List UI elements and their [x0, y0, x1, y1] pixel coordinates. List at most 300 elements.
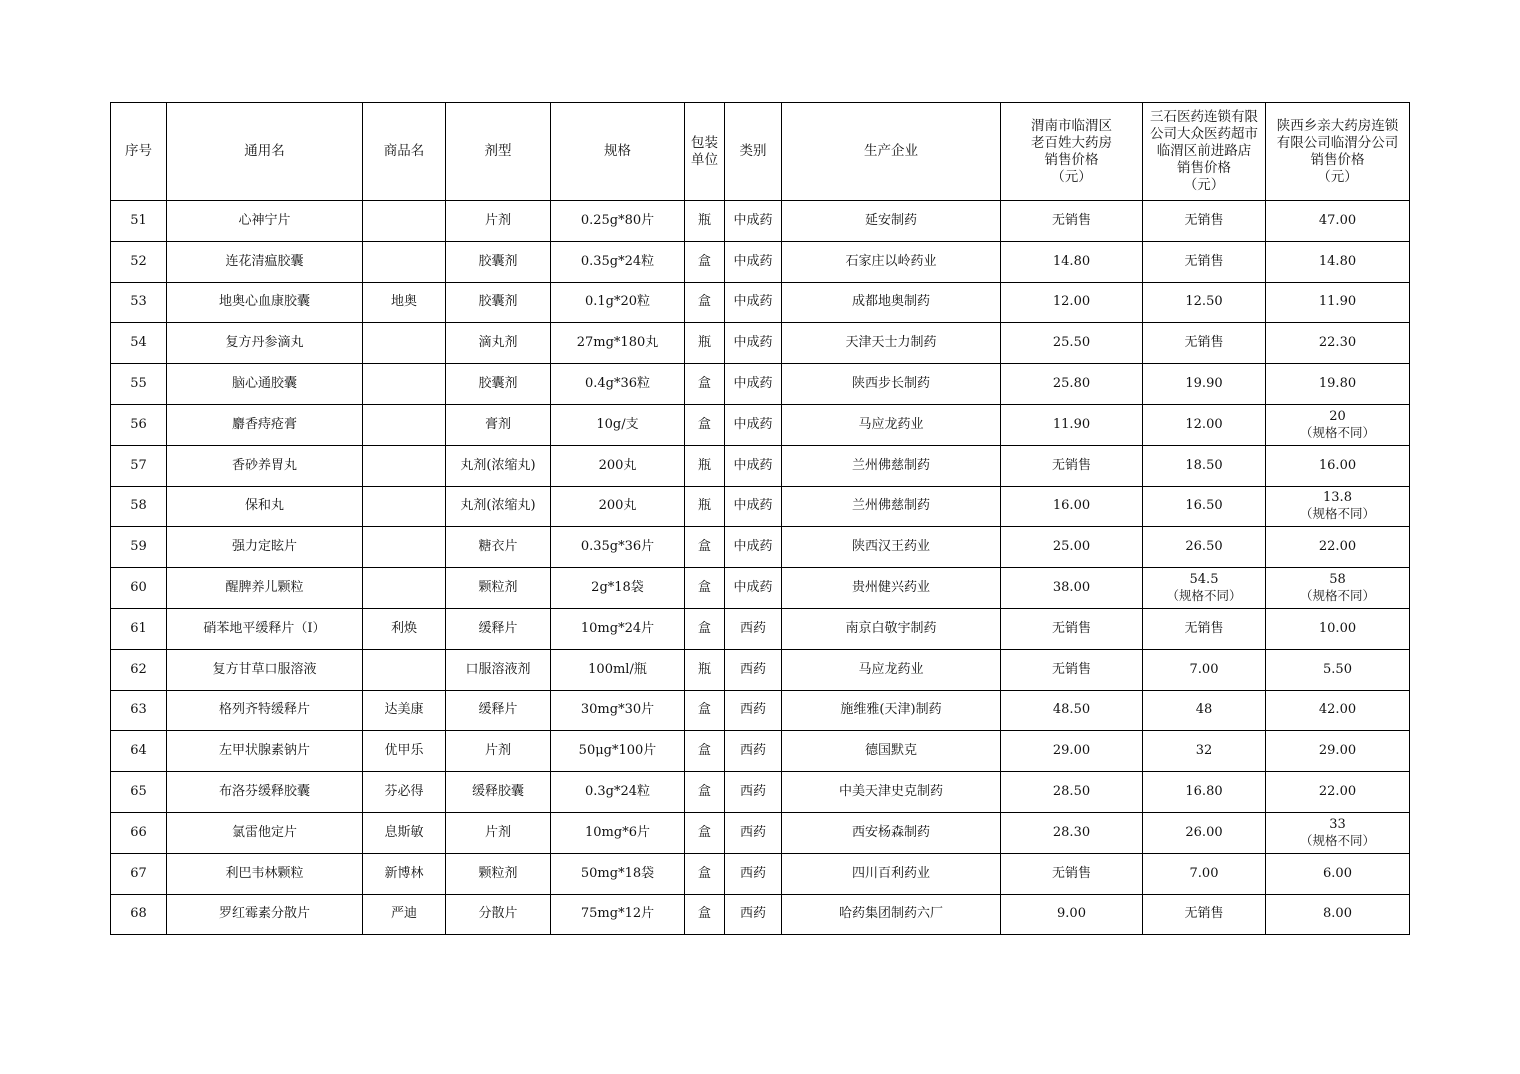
cell-value: 12.50 [1185, 294, 1223, 310]
cell-spec [551, 812, 685, 853]
cell-generic-name [167, 241, 363, 282]
cell-value: 中成药 [733, 580, 773, 596]
cell-category [725, 201, 782, 242]
cell-unit [685, 772, 725, 813]
cell-value: 10g/支 [596, 416, 639, 432]
cell-value: 复方甘草口服溶液 [212, 661, 317, 677]
cell-spec [551, 241, 685, 282]
cell-value: 33 [1329, 816, 1346, 832]
cell-value: 马应龙药业 [858, 661, 924, 677]
cell-value: 丸剂(浓缩丸) [460, 498, 536, 514]
cell-generic-name [167, 731, 363, 772]
cell-value: 中成药 [733, 294, 773, 310]
table-row [111, 812, 1410, 853]
cell-value: 47.00 [1318, 212, 1357, 228]
cell-generic-name [167, 772, 363, 813]
cell-value: 19.80 [1318, 376, 1357, 392]
cell-dosage-form [446, 364, 551, 405]
cell-unit [685, 690, 725, 731]
cell-value: 罗红霉素分散片 [218, 906, 310, 922]
cell-value: 10mg*24片 [580, 620, 655, 636]
cell-value: 61 [130, 620, 147, 636]
cell-value: 200丸 [598, 457, 637, 473]
cell-value: 中成药 [733, 212, 773, 228]
cell-unit [685, 853, 725, 894]
table-row [111, 201, 1410, 242]
cell-manufacturer [782, 812, 1001, 853]
cell-price-3 [1266, 445, 1410, 486]
cell-value: 50μg*100片 [578, 743, 657, 759]
column-header-line: 公司大众医药超市 [1150, 126, 1258, 142]
cell-value: 53 [130, 294, 147, 310]
cell-price-3 [1266, 649, 1410, 690]
cell-value: 贵州健兴药业 [851, 580, 930, 596]
cell-price-3 [1266, 608, 1410, 649]
cell-brand-name [363, 323, 446, 364]
cell-spec [551, 772, 685, 813]
table-row [111, 690, 1410, 731]
cell-value: 26.00 [1185, 824, 1223, 840]
cell-value: 8.00 [1323, 906, 1352, 922]
cell-value: 盒 [697, 416, 711, 432]
column-header-category [725, 103, 782, 201]
cell-value: 0.3g*24粒 [584, 784, 651, 800]
column-header-price-2 [1143, 103, 1266, 201]
cell-brand-name [363, 445, 446, 486]
cell-value: 芬必得 [384, 784, 424, 800]
cell-value: 氯雷他定片 [231, 824, 297, 840]
cell-value: 0.1g*20粒 [584, 294, 651, 310]
cell-value: 29.00 [1052, 743, 1091, 759]
cell-value: 盒 [697, 824, 711, 840]
cell-no [111, 608, 167, 649]
cell-value: 13.8 [1323, 490, 1352, 506]
cell-manufacturer [782, 772, 1001, 813]
cell-value: 瓶 [697, 335, 711, 351]
cell-dosage-form [446, 731, 551, 772]
cell-value: 中成药 [733, 457, 773, 473]
cell-unit [685, 608, 725, 649]
cell-dosage-form [446, 404, 551, 445]
cell-unit [685, 486, 725, 527]
cell-brand-name [363, 731, 446, 772]
cell-value: 0.35g*36片 [580, 539, 655, 555]
cell-value: 58 [130, 498, 147, 514]
cell-value: 7.00 [1189, 865, 1219, 881]
cell-value: 西药 [739, 743, 766, 759]
cell-value: 西药 [739, 824, 766, 840]
table-row [111, 772, 1410, 813]
column-header-line: 包装 [691, 134, 718, 151]
cell-value: 0.25g*80片 [580, 212, 655, 228]
cell-spec [551, 323, 685, 364]
cell-dosage-form [446, 812, 551, 853]
cell-spec [551, 404, 685, 445]
cell-brand-name [363, 690, 446, 731]
cell-value: 无销售 [1184, 212, 1224, 228]
cell-value: 兰州佛慈制药 [851, 457, 930, 473]
cell-value: 丸剂(浓缩丸) [460, 457, 536, 473]
cell-value: 缓释片 [478, 702, 518, 718]
cell-value: 38.00 [1052, 580, 1091, 596]
cell-price-3 [1266, 282, 1410, 323]
column-header-line: 规格 [604, 143, 631, 159]
cell-dosage-form [446, 241, 551, 282]
cell-value: 醒脾养儿颗粒 [225, 580, 304, 596]
cell-generic-name [167, 853, 363, 894]
cell-value: 64 [130, 743, 147, 759]
table-row [111, 568, 1410, 609]
cell-manufacturer [782, 894, 1001, 935]
cell-brand-name [363, 772, 446, 813]
cell-value: 11.90 [1318, 294, 1357, 310]
cell-category [725, 649, 782, 690]
cell-value: 盒 [697, 784, 711, 800]
cell-spec [551, 649, 685, 690]
cell-value: 16.00 [1318, 457, 1357, 473]
cell-no [111, 690, 167, 731]
cell-value: 56 [130, 416, 147, 432]
cell-spec [551, 364, 685, 405]
cell-price-1 [1001, 201, 1143, 242]
cell-value: 利焕 [390, 620, 417, 636]
cell-price-3 [1266, 486, 1410, 527]
cell-no [111, 323, 167, 364]
cell-price-1 [1001, 486, 1143, 527]
cell-brand-name [363, 364, 446, 405]
cell-price-1 [1001, 404, 1143, 445]
table-header [111, 103, 1410, 201]
cell-value: 连花清瘟胶囊 [225, 253, 304, 269]
cell-value: 29.00 [1318, 743, 1357, 759]
cell-price-3 [1266, 201, 1410, 242]
cell-price-2 [1143, 323, 1266, 364]
cell-generic-name [167, 364, 363, 405]
cell-price-1 [1001, 241, 1143, 282]
cell-dosage-form [446, 608, 551, 649]
column-header-no [111, 103, 167, 201]
cell-category [725, 731, 782, 772]
column-header-spec [551, 103, 685, 201]
cell-value: 左甲状腺素钠片 [218, 743, 310, 759]
cell-price-1 [1001, 323, 1143, 364]
cell-value: 新博林 [384, 865, 424, 881]
cell-price-1 [1001, 527, 1143, 568]
cell-value: 25.80 [1052, 376, 1091, 392]
column-header-line: 销售价格 [1177, 160, 1231, 176]
cell-brand-name [363, 241, 446, 282]
cell-value: 延安制药 [864, 212, 917, 228]
cell-value: 口服溶液剂 [465, 661, 531, 677]
cell-value: 地奥心血康胶囊 [218, 294, 310, 310]
cell-price-2 [1143, 608, 1266, 649]
cell-value: 成都地奥制药 [851, 294, 930, 310]
cell-manufacturer [782, 201, 1001, 242]
cell-dosage-form [446, 323, 551, 364]
cell-no [111, 853, 167, 894]
cell-value: 胶囊剂 [478, 294, 518, 310]
cell-price-1 [1001, 772, 1143, 813]
cell-price-3 [1266, 241, 1410, 282]
cell-price-3 [1266, 404, 1410, 445]
cell-value: 75mg*12片 [580, 906, 655, 922]
table-row [111, 731, 1410, 772]
cell-price-2 [1143, 282, 1266, 323]
cell-unit [685, 364, 725, 405]
cell-unit [685, 731, 725, 772]
cell-manufacturer [782, 404, 1001, 445]
cell-value: 息斯敏 [384, 824, 424, 840]
cell-price-2 [1143, 404, 1266, 445]
cell-manufacturer [782, 486, 1001, 527]
cell-value: 68 [130, 906, 147, 922]
cell-price-2 [1143, 568, 1266, 609]
cell-no [111, 282, 167, 323]
column-header-generic-name [167, 103, 363, 201]
cell-brand-name [363, 201, 446, 242]
column-header-unit [685, 103, 725, 201]
cell-value: 西药 [739, 906, 766, 922]
cell-value: 42.00 [1318, 702, 1357, 718]
cell-value: 无销售 [1184, 906, 1224, 922]
cell-category [725, 568, 782, 609]
cell-manufacturer [782, 282, 1001, 323]
cell-spec [551, 201, 685, 242]
cell-value: 16.00 [1052, 498, 1091, 514]
cell-value: 无销售 [1184, 620, 1224, 636]
cell-value: 施维雅(天津)制药 [840, 702, 942, 718]
cell-price-2 [1143, 731, 1266, 772]
cell-value: 48.50 [1052, 702, 1091, 718]
cell-value: 胶囊剂 [478, 376, 518, 392]
cell-value: 盒 [697, 539, 711, 555]
cell-generic-name [167, 649, 363, 690]
cell-value: 南京白敬宇制药 [845, 620, 937, 636]
column-header-line: （元） [1051, 168, 1092, 185]
cell-dosage-form [446, 201, 551, 242]
cell-price-3 [1266, 323, 1410, 364]
cell-value: 32 [1195, 743, 1213, 759]
column-header-line: 剂型 [484, 143, 512, 159]
cell-generic-name [167, 404, 363, 445]
cell-category [725, 486, 782, 527]
cell-value: 分散片 [478, 906, 518, 922]
cell-value: 14.80 [1052, 253, 1091, 269]
cell-unit [685, 894, 725, 935]
header-row [111, 103, 1410, 201]
table-row [111, 527, 1410, 568]
cell-note: （规格不同） [1299, 506, 1375, 522]
cell-value: 陕西汉王药业 [851, 539, 930, 555]
table-body [111, 201, 1410, 935]
cell-value: 兰州佛慈制药 [851, 498, 930, 514]
cell-unit [685, 404, 725, 445]
cell-value: 滴丸剂 [478, 335, 518, 351]
cell-category [725, 608, 782, 649]
cell-value: 硝苯地平缓释片（Ⅰ） [203, 620, 326, 636]
cell-brand-name [363, 527, 446, 568]
cell-dosage-form [446, 568, 551, 609]
cell-no [111, 772, 167, 813]
cell-manufacturer [782, 568, 1001, 609]
cell-value: 格列齐特缓释片 [218, 702, 310, 718]
cell-brand-name [363, 853, 446, 894]
cell-value: 布洛芬缓释胶囊 [218, 784, 310, 800]
cell-price-1 [1001, 649, 1143, 690]
cell-value: 9.00 [1057, 906, 1086, 922]
cell-no [111, 241, 167, 282]
cell-value: 西安杨森制药 [851, 824, 930, 840]
cell-manufacturer [782, 527, 1001, 568]
cell-value: 66 [130, 824, 147, 840]
cell-price-3 [1266, 731, 1410, 772]
cell-price-3 [1266, 894, 1410, 935]
cell-price-3 [1266, 772, 1410, 813]
cell-price-2 [1143, 894, 1266, 935]
table-row [111, 241, 1410, 282]
cell-generic-name [167, 690, 363, 731]
cell-value: 2g*18袋 [591, 580, 644, 596]
cell-value: 盒 [697, 294, 711, 310]
cell-brand-name [363, 282, 446, 323]
cell-value: 脑心通胶囊 [231, 376, 297, 392]
cell-value: 57 [130, 457, 147, 473]
cell-value: 18.50 [1185, 457, 1223, 473]
cell-manufacturer [782, 649, 1001, 690]
cell-value: 盒 [697, 620, 711, 636]
cell-brand-name [363, 486, 446, 527]
cell-price-1 [1001, 282, 1143, 323]
cell-value: 强力定眩片 [231, 539, 297, 555]
cell-value: 麝香痔疮膏 [231, 416, 297, 432]
cell-generic-name [167, 486, 363, 527]
table-row [111, 853, 1410, 894]
cell-generic-name [167, 445, 363, 486]
cell-value: 缓释片 [478, 620, 518, 636]
cell-value: 12.00 [1052, 294, 1091, 310]
cell-dosage-form [446, 486, 551, 527]
cell-value: 27mg*180丸 [576, 335, 659, 351]
cell-no [111, 731, 167, 772]
cell-category [725, 282, 782, 323]
cell-value: 16.80 [1185, 784, 1223, 800]
cell-unit [685, 568, 725, 609]
cell-price-1 [1001, 568, 1143, 609]
cell-value: 10mg*6片 [585, 824, 650, 840]
cell-price-3 [1266, 812, 1410, 853]
cell-brand-name [363, 812, 446, 853]
cell-category [725, 894, 782, 935]
cell-category [725, 364, 782, 405]
cell-price-1 [1001, 364, 1143, 405]
cell-price-3 [1266, 364, 1410, 405]
cell-dosage-form [446, 282, 551, 323]
cell-value: 盒 [697, 865, 711, 881]
table-row [111, 404, 1410, 445]
cell-value: 100ml/瓶 [588, 661, 647, 677]
cell-manufacturer [782, 731, 1001, 772]
cell-value: 瓶 [697, 212, 711, 228]
cell-price-3 [1266, 853, 1410, 894]
cell-value: 优甲乐 [384, 743, 424, 759]
cell-unit [685, 201, 725, 242]
cell-value: 22.30 [1318, 335, 1357, 351]
cell-value: 51 [130, 212, 147, 228]
column-header-line: 老百姓大药房 [1031, 134, 1112, 151]
cell-price-2 [1143, 812, 1266, 853]
cell-spec [551, 527, 685, 568]
cell-unit [685, 527, 725, 568]
cell-value: 西药 [739, 865, 766, 881]
column-header-line: （元） [1317, 168, 1358, 185]
cell-generic-name [167, 201, 363, 242]
cell-price-2 [1143, 486, 1266, 527]
cell-value: 62 [130, 661, 147, 677]
cell-value: 片剂 [484, 743, 511, 759]
cell-dosage-form [446, 853, 551, 894]
cell-value: 0.35g*24粒 [580, 253, 655, 269]
cell-price-2 [1143, 201, 1266, 242]
cell-spec [551, 690, 685, 731]
cell-generic-name [167, 282, 363, 323]
cell-note: （规格不同） [1299, 588, 1375, 604]
cell-manufacturer [782, 445, 1001, 486]
cell-value: 无销售 [1184, 253, 1224, 269]
cell-price-2 [1143, 772, 1266, 813]
cell-value: 16.50 [1185, 498, 1223, 514]
cell-value: 利巴韦林颗粒 [225, 865, 304, 881]
column-header-line: 生产企业 [864, 143, 918, 159]
cell-dosage-form [446, 445, 551, 486]
cell-value: 胶囊剂 [478, 253, 518, 269]
cell-spec [551, 486, 685, 527]
cell-value: 地奥 [390, 294, 417, 310]
cell-value: 54.5 [1189, 572, 1219, 588]
column-header-brand-name [363, 103, 446, 201]
cell-value: 200丸 [598, 498, 637, 514]
cell-generic-name [167, 608, 363, 649]
cell-note: （规格不同） [1299, 832, 1375, 848]
cell-value: 盒 [697, 743, 711, 759]
column-header-line: 销售价格 [1044, 151, 1099, 168]
cell-value: 糖衣片 [478, 539, 518, 555]
cell-price-2 [1143, 527, 1266, 568]
cell-value: 30mg*30片 [580, 702, 655, 718]
cell-brand-name [363, 608, 446, 649]
table-row [111, 445, 1410, 486]
cell-value: 25.50 [1052, 335, 1091, 351]
cell-generic-name [167, 568, 363, 609]
cell-value: 无销售 [1051, 620, 1091, 636]
table-row [111, 486, 1410, 527]
cell-manufacturer [782, 323, 1001, 364]
cell-category [725, 772, 782, 813]
cell-no [111, 568, 167, 609]
column-header-price-1 [1001, 103, 1143, 201]
cell-value: 7.00 [1189, 661, 1219, 677]
cell-value: 无销售 [1051, 457, 1091, 473]
cell-value: 59 [130, 539, 147, 555]
cell-spec [551, 894, 685, 935]
cell-value: 无销售 [1051, 865, 1091, 881]
cell-value: 28.30 [1052, 824, 1091, 840]
cell-value: 西药 [739, 784, 766, 800]
cell-value: 58 [1329, 572, 1346, 588]
cell-value: 盒 [697, 702, 711, 718]
cell-value: 10.00 [1318, 620, 1357, 636]
cell-generic-name [167, 894, 363, 935]
cell-unit [685, 649, 725, 690]
